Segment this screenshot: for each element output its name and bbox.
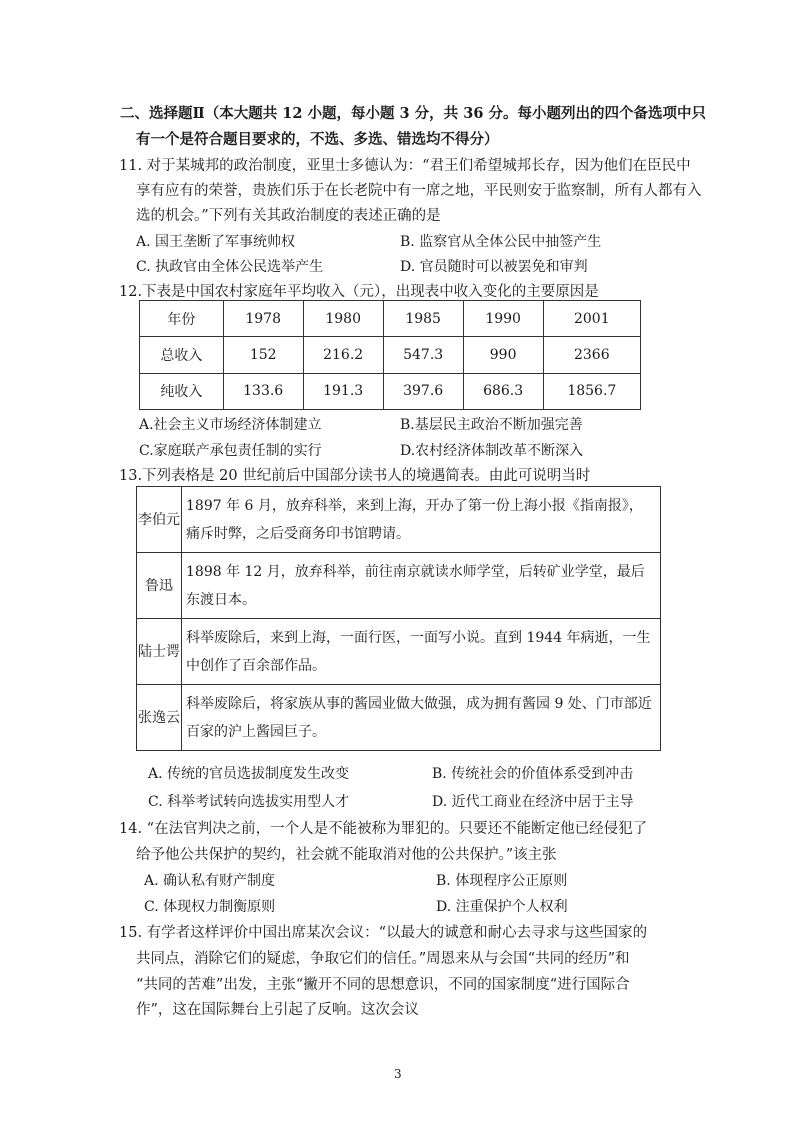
table-row bbox=[137, 685, 661, 751]
q11-stem-line1: 11. 对于某城邦的政治制度，亚里士多德认为：“君王们希望城邦长存，因为他们在臣民中 bbox=[119, 158, 691, 174]
scholar-desc: 科举废除后，将家族从事的酱园业做大做强，成为拥有酱园 9 处、门市部近百家的沪上酱园巨子。 bbox=[182, 685, 661, 751]
scholar-name: 陆士谔 bbox=[137, 619, 182, 685]
q15-stem-line2: 共同点，消除它们的疑虑，争取它们的信任。”周恩来从与会国“共同的经历”和 bbox=[136, 951, 630, 967]
q13-stem: 13.下列表格是 20 世纪前后中国部分读书人的境遇简表。由此可说明当时 bbox=[119, 468, 591, 484]
q14-stem-line1: 14. “在法官判决之前，一个人是不能被称为罪犯的。只要还不能断定他已经侵犯了 bbox=[119, 821, 648, 837]
q15-stem-line3: “共同的苦难”出发，主张“撇开不同的思想意识，不同的国家制度“进行国际合 bbox=[136, 977, 630, 993]
q15-stem-line1: 15. 有学者这样评价中国出席某次会议：“以最大的诚意和耐心去寻求与这些国家的 bbox=[119, 925, 648, 941]
q14-stem-line2: 给予他公共保护的契约，社会就不能取消对他的公共保护。”该主张 bbox=[136, 847, 557, 863]
q14-option-a[interactable]: A. 确认私有财产制度 bbox=[144, 873, 276, 889]
table-header-row bbox=[140, 301, 641, 337]
table-cell: 133.6 bbox=[223, 373, 303, 409]
q11-stem-line3: 选的机会。”下列有关其政治制度的表述正确的是 bbox=[136, 208, 441, 224]
q14-option-c[interactable]: C. 体现权力制衡原则 bbox=[144, 899, 276, 915]
q12-option-c[interactable]: C.家庭联产承包责任制的实行 bbox=[139, 443, 322, 459]
page-number: 3 bbox=[394, 1067, 402, 1081]
table-cell: 152 bbox=[223, 337, 303, 373]
table-row bbox=[137, 619, 661, 685]
table-cell: 1856.7 bbox=[543, 373, 640, 409]
table-row bbox=[137, 553, 661, 619]
table-cell: 686.3 bbox=[463, 373, 543, 409]
table-cell: 990 bbox=[463, 337, 543, 373]
table-row bbox=[140, 337, 641, 373]
scholar-name: 李伯元 bbox=[137, 487, 182, 553]
table-cell: 总收入 bbox=[140, 337, 224, 373]
q13-option-d[interactable]: D. 近代工商业在经济中居于主导 bbox=[432, 794, 634, 810]
table-cell: 1978 bbox=[223, 301, 303, 337]
section-title-line1: 二、选择题Ⅱ（本大题共 12 小题，每小题 3 分，共 36 分。每小题列出的四个备选项中只 bbox=[120, 105, 706, 122]
q14-option-d[interactable]: D. 注重保护个人权利 bbox=[436, 899, 568, 915]
q13-option-a[interactable]: A. 传统的官员选拔制度发生改变 bbox=[148, 766, 350, 782]
scholar-desc: 科举废除后，来到上海，一面行医，一面写小说。直到 1944 年病逝，一生中创作了百余部作品。 bbox=[182, 619, 661, 685]
section-title-line2: 有一个是符合题目要求的，不选、多选、错选均不得分） bbox=[136, 131, 499, 148]
table-cell: 1990 bbox=[463, 301, 543, 337]
table-row bbox=[140, 373, 641, 409]
scholar-desc: 1897 年 6 月，放弃科举，来到上海，开办了第一份上海小报《指南报》，痛斥时弊，之后受商务印书馆聘请。 bbox=[182, 487, 661, 553]
table-cell: 2001 bbox=[543, 301, 640, 337]
q14-option-b[interactable]: B. 体现程序公正原则 bbox=[436, 873, 568, 889]
q13-option-c[interactable]: C. 科举考试转向选拔实用型人才 bbox=[148, 794, 350, 810]
table-cell: 1985 bbox=[383, 301, 463, 337]
q15-stem-line4: 作”，这在国际舞台上引起了反响。这次会议 bbox=[136, 1002, 419, 1018]
q11-option-d[interactable]: D. 官员随时可以被罢免和审判 bbox=[400, 259, 588, 275]
income-table bbox=[139, 300, 641, 410]
table-cell: 年份 bbox=[140, 301, 224, 337]
q11-option-a[interactable]: A. 国王垄断了军事统帅权 bbox=[136, 234, 296, 250]
scholar-name: 鲁迅 bbox=[137, 553, 182, 619]
q13-option-b[interactable]: B. 传统社会的价值体系受到冲击 bbox=[432, 766, 634, 782]
table-cell: 191.3 bbox=[303, 373, 383, 409]
table-cell: 纯收入 bbox=[140, 373, 224, 409]
q12-option-b[interactable]: B.基层民主政治不断加强完善 bbox=[400, 417, 583, 433]
scholars-table bbox=[136, 486, 661, 751]
q12-stem: 12.下表是中国农村家庭年平均收入（元），出现表中收入变化的主要原因是 bbox=[119, 284, 599, 300]
q11-stem-line2: 享有应有的荣誉，贵族们乐于在长老院中有一席之地，平民则安于监察制，所有人都有入 bbox=[136, 183, 702, 199]
q11-option-b[interactable]: B. 监察官从全体公民中抽签产生 bbox=[400, 234, 602, 250]
q12-option-d[interactable]: D.农村经济体制改革不断深入 bbox=[400, 443, 584, 459]
table-cell: 1980 bbox=[303, 301, 383, 337]
table-cell: 547.3 bbox=[383, 337, 463, 373]
table-cell: 216.2 bbox=[303, 337, 383, 373]
q12-option-a[interactable]: A.社会主义市场经济体制建立 bbox=[139, 417, 322, 433]
scholar-name: 张逸云 bbox=[137, 685, 182, 751]
q11-option-c[interactable]: C. 执政官由全体公民选举产生 bbox=[136, 259, 324, 275]
scholar-desc: 1898 年 12 月，放弃科举，前往南京就读水师学堂，后转矿业学堂，最后东渡日本。 bbox=[182, 553, 661, 619]
table-cell: 2366 bbox=[543, 337, 640, 373]
table-row bbox=[137, 487, 661, 553]
table-cell: 397.6 bbox=[383, 373, 463, 409]
